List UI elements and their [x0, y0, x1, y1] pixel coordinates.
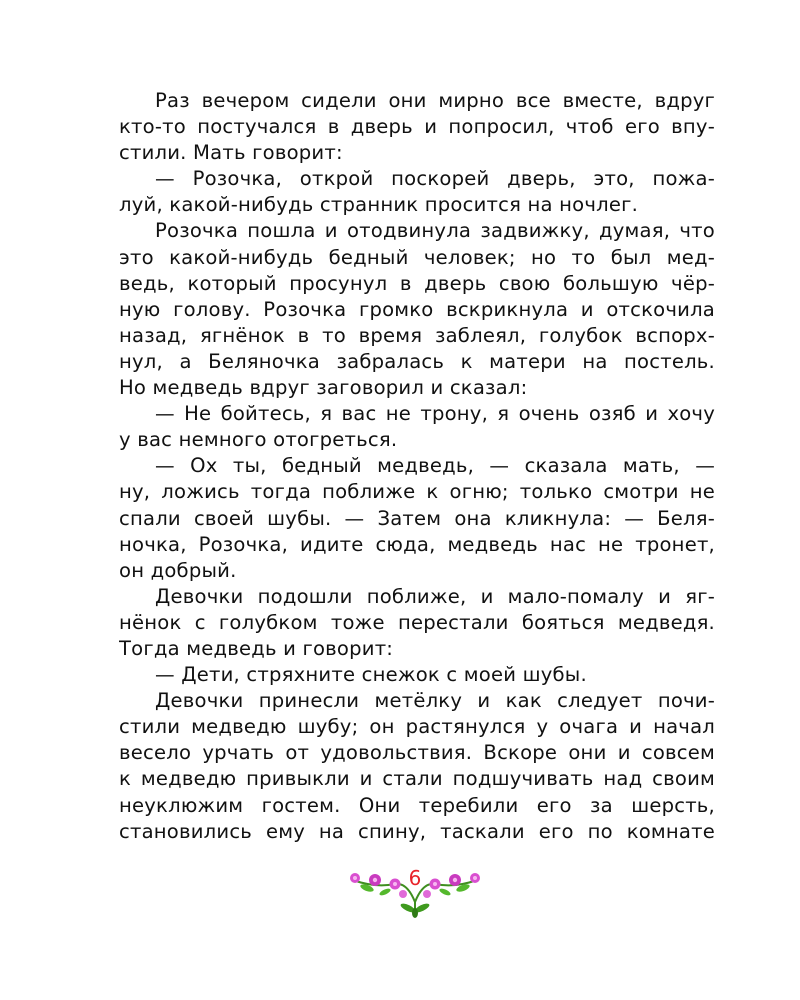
text-line: Девочки принесли метёлку и как следует почи- [155, 689, 715, 713]
text-line: к медведю привыкли и стали подшучивать над своим [119, 767, 715, 791]
text-line: Розочка пошла и отодвинула задвижку, думая, что [155, 219, 715, 243]
text-line: Но медведь вдруг заговорил и сказал: [119, 376, 528, 400]
text-line: Девочки подошли поближе, и мало-помалу и яг- [155, 584, 715, 608]
text-line: неуклюжим гостем. Они теребили его за шерсть, [119, 793, 715, 817]
text-line: становились ему на спину, таскали его по комнате [119, 819, 715, 843]
text-line: ведь, который просунул в дверь свою большую чёр- [119, 271, 715, 295]
text-line: нёнок с голубком тоже перестали бояться медведя. [119, 610, 715, 634]
text-line: — Розочка, открой поскорей дверь, это, пожа- [155, 167, 715, 191]
text-line: — Ох ты, бедный медведь, — сказала мать, — [155, 454, 715, 478]
text-line: ную голову. Розочка громко вскрикнула и отскочила [119, 297, 715, 321]
text-line: стили. Мать говорит: [119, 141, 343, 165]
text-line: — Не бойтесь, я вас не трону, я очень озяб и хочу [155, 402, 715, 426]
text-line: спали своей шубы. — Затем она кликнула: — Беля- [119, 506, 715, 530]
text-line: — Дети, стряхните снежок с моей шубы. [155, 663, 587, 687]
text-line: назад, ягнёнок в то время заблеял, голубок вспорх- [119, 323, 715, 347]
text-line: весело урчать от удовольствия. Вскоре они и совсем [119, 741, 715, 765]
text-line: кто-то постучался в дверь и попросил, чтоб его впу- [119, 115, 715, 139]
text-line: у вас немного отогреться. [119, 428, 398, 452]
text-line: это какой-нибудь бедный человек; но то был мед- [119, 245, 715, 269]
text-line: луй, какой-нибудь странник просится на ночлег. [119, 193, 639, 217]
text-line: Раз вечером сидели они мирно все вместе, вдруг [155, 89, 715, 112]
text-line: нул, а Беляночка забралась к матери на постель. [119, 349, 715, 373]
page-footer [345, 858, 485, 918]
text-line: он добрый. [119, 558, 237, 582]
text-line: стили медведю шубу; он растянулся у очага и начал [119, 715, 715, 739]
text-line: Тогда медведь и говорит: [119, 636, 394, 660]
text-line: ночка, Розочка, идите сюда, медведь нас не тронет, [119, 532, 715, 556]
page-body-text [119, 88, 715, 845]
text-line: ну, ложись тогда поближе к огню; только смотри не [119, 480, 715, 504]
page-number: 6 [408, 866, 422, 890]
